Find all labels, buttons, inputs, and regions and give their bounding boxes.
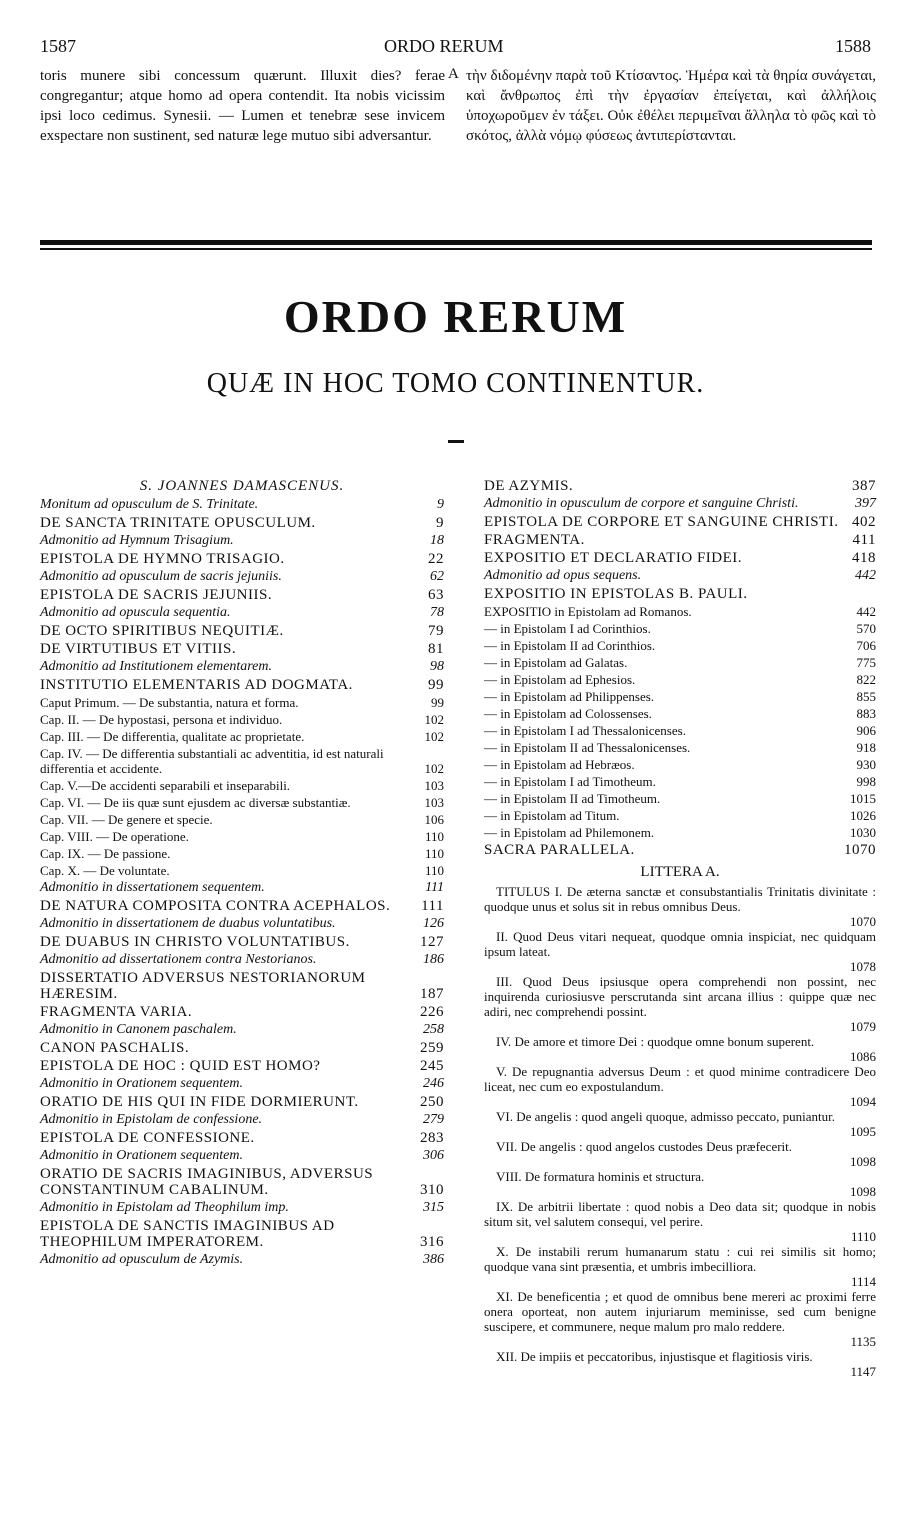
titulus-text: XII. De impiis et peccatoribus, injustisque et flagitiosis viris. bbox=[496, 1349, 813, 1364]
titulus-page: 1078 bbox=[850, 959, 876, 974]
toc-entry bbox=[484, 604, 876, 619]
toc-entry-page: 79 bbox=[428, 623, 444, 639]
toc-entry-page: 126 bbox=[423, 916, 444, 931]
toc-entry-title: EXPOSITIO IN EPISTOLAS B. PAULI. bbox=[484, 586, 748, 602]
toc-entry-title: INSTITUTIO ELEMENTARIS AD DOGMATA. bbox=[40, 677, 353, 693]
toc-entry-title: DE NATURA COMPOSITA CONTRA ACEPHALOS. bbox=[40, 898, 391, 914]
toc-entry bbox=[40, 1148, 444, 1164]
titulus-text: VII. De angelis : quod angelos custodes Deus præfecerit. bbox=[496, 1139, 793, 1154]
titulus-page: 1079 bbox=[850, 1019, 876, 1034]
divider-thin bbox=[40, 248, 872, 250]
toc-entry-title: DISSERTATIO ADVERSUS NESTORIANORUM HÆRESIM. bbox=[40, 970, 366, 1002]
toc-entry bbox=[40, 605, 444, 621]
toc-entry bbox=[40, 934, 444, 950]
titulus-page: 1095 bbox=[850, 1124, 876, 1139]
toc-entry-page: 1070 bbox=[844, 842, 876, 858]
toc-entry-page: 259 bbox=[420, 1040, 444, 1056]
toc-entry-page: 18 bbox=[430, 533, 444, 548]
toc-entry-page: 62 bbox=[430, 569, 444, 584]
toc-entry-title: — in Epistolam ad Hebræos. bbox=[484, 757, 635, 772]
page-number-right: 1588 bbox=[835, 36, 871, 56]
toc-entry bbox=[40, 659, 444, 675]
toc-entry-page: 283 bbox=[420, 1130, 444, 1146]
toc-entry-title: EXPOSITIO in Epistolam ad Romanos. bbox=[484, 604, 692, 619]
titulus-text: IV. De amore et timore Dei : quodque omne bonum superent. bbox=[496, 1034, 815, 1049]
toc-entry bbox=[40, 795, 444, 810]
toc-entry-title: Admonitio ad Institutionem elementarem. bbox=[40, 659, 272, 674]
titulus-entry bbox=[484, 929, 876, 974]
toc-entry-page: 245 bbox=[420, 1058, 444, 1074]
titulus-page: 1147 bbox=[850, 1364, 876, 1379]
toc-entry bbox=[40, 880, 444, 896]
toc-entry bbox=[40, 1112, 444, 1128]
titulus-entry bbox=[484, 884, 876, 929]
toc-entry-title: — in Epistolam I ad Thessalonicenses. bbox=[484, 723, 686, 738]
toc-entry-title: Admonitio in Orationem sequentem. bbox=[40, 1076, 243, 1091]
toc-entry-title: Cap. IV. — De differentia substantiali ac adventitia, id est naturali differentia et accidente. bbox=[40, 746, 384, 776]
toc-entry-page: 110 bbox=[424, 846, 444, 861]
toc-entry-title: Admonitio in dissertationem de duabus voluntatibus. bbox=[40, 916, 336, 931]
toc-entry-title: — in Epistolam I ad Timotheum. bbox=[484, 774, 656, 789]
titulus-text: VI. De angelis : quod angeli quoque, admisso peccato, puniantur. bbox=[496, 1109, 836, 1124]
toc-entry-page: 110 bbox=[424, 863, 444, 878]
littera-heading: LITTERA A. bbox=[640, 864, 720, 880]
toc-entry-title: EPISTOLA DE HYMNO TRISAGIO. bbox=[40, 551, 285, 567]
toc-entry-title: FRAGMENTA. bbox=[484, 532, 585, 548]
toc-entry-page: 918 bbox=[856, 740, 876, 755]
page-number-left: 1587 bbox=[40, 36, 76, 56]
greek-text-top: τὴν διδομένην παρὰ τοῦ Κτίσαντος. Ἡμέρα καὶ τὰ θηρία συνάγεται, καὶ ἄνθρωπος ἐπὶ τὴν ἐργασίαν ἐπείγεται, καὶ ἀλλήλοις ὑποχωροῦμεν ἐν τάξει. Οὐκ ἐθέλει περιμεῖναι ἄλληλα τὸ φῶς καὶ τὸ σκότος, ἀλλὰ νόμῳ φύσεως ἀντιπερίστανται. bbox=[466, 68, 876, 144]
toc-entry-page: 250 bbox=[420, 1094, 444, 1110]
toc-entry-page: 1030 bbox=[850, 825, 876, 840]
toc-entry-page: 102 bbox=[424, 761, 444, 776]
toc-entry-title: Cap. VI. — De iis quæ sunt ejusdem ac diversæ substantiæ. bbox=[40, 795, 351, 810]
toc-entry-title: — in Epistolam ad Galatas. bbox=[484, 655, 628, 670]
toc-left-entries bbox=[40, 497, 444, 1268]
toc-entry bbox=[484, 791, 876, 806]
toc-entry bbox=[40, 1094, 444, 1110]
toc-entry-title: Cap. IX. — De passione. bbox=[40, 846, 171, 861]
titulus-text: VIII. De formatura hominis et structura. bbox=[496, 1169, 705, 1184]
toc-entry-title: DE DUABUS IN CHRISTO VOLUNTATIBUS. bbox=[40, 934, 350, 950]
toc-entry bbox=[40, 1252, 444, 1268]
toc-entry-page: 127 bbox=[420, 934, 444, 950]
titulus-text: V. De repugnantia adversus Deum : et quod minime contradicere Deo liceat, nec cum eo expostulandum. bbox=[484, 1064, 876, 1094]
toc-entry-title: ORATIO DE HIS QUI IN FIDE DORMIERUNT. bbox=[40, 1094, 359, 1110]
toc-entry-page: 775 bbox=[856, 655, 876, 670]
toc-entry-title: Cap. X. — De voluntate. bbox=[40, 863, 170, 878]
toc-entry-page: 103 bbox=[424, 795, 444, 810]
toc-entry bbox=[40, 898, 444, 914]
toc-entry bbox=[484, 723, 876, 738]
toc-entry bbox=[40, 533, 444, 549]
titulus-entry bbox=[484, 1034, 876, 1064]
toc-right-column bbox=[484, 478, 876, 1379]
titulus-page: 1070 bbox=[850, 914, 876, 929]
toc-entry bbox=[484, 478, 876, 494]
toc-entry bbox=[40, 1022, 444, 1038]
toc-entry-title: — in Epistolam II ad Corinthios. bbox=[484, 638, 656, 653]
toc-entry-title: Cap. II. — De hypostasi, persona et individuo. bbox=[40, 712, 283, 727]
toc-entry bbox=[40, 712, 444, 727]
titulus-text: II. Quod Deus vitari nequeat, quodque omnia inspiciat, nec quidquam ipsum lateat. bbox=[484, 929, 876, 959]
titulus-page: 1086 bbox=[850, 1049, 876, 1064]
toc-entry-page: 442 bbox=[855, 568, 876, 583]
toc-entry-title: DE AZYMIS. bbox=[484, 478, 574, 494]
toc-entry bbox=[484, 740, 876, 755]
toc-entry-page: 99 bbox=[431, 695, 444, 710]
toc-entry-page: 9 bbox=[437, 497, 444, 512]
toc-entry-title: Admonitio ad dissertationem contra Nestorianos. bbox=[40, 952, 317, 967]
toc-entry bbox=[484, 825, 876, 840]
toc-entry-page: 246 bbox=[423, 1076, 444, 1091]
toc-entry-page: 822 bbox=[856, 672, 876, 687]
toc-entry bbox=[40, 1076, 444, 1092]
toc-entry bbox=[40, 515, 444, 531]
titulus-text: IX. De arbitrii libertate : quod nobis a Deo data sit; quodque in nobis situm sit, vel salutem consequi, vel perire. bbox=[484, 1199, 876, 1229]
toc-entry-page: 402 bbox=[852, 514, 876, 530]
titulus-page: 1135 bbox=[850, 1334, 876, 1349]
toc-entry-title: Cap. VII. — De genere et specie. bbox=[40, 812, 213, 827]
toc-entry bbox=[484, 638, 876, 653]
toc-entry-title: EXPOSITIO ET DECLARATIO FIDEI. bbox=[484, 550, 743, 566]
toc-entry-page: 110 bbox=[424, 829, 444, 844]
toc-entry-page: 102 bbox=[424, 729, 444, 744]
toc-entry-title: — in Epistolam ad Philemonem. bbox=[484, 825, 655, 840]
toc-entry-page: 418 bbox=[852, 550, 876, 566]
divider-thick bbox=[40, 240, 872, 245]
toc-entry-page: 102 bbox=[424, 712, 444, 727]
toc-entry bbox=[40, 812, 444, 827]
toc-entry bbox=[484, 655, 876, 670]
toc-entry bbox=[40, 1218, 444, 1250]
toc-entry-page: 1026 bbox=[850, 808, 876, 823]
titulus-entry bbox=[484, 974, 876, 1034]
titulus-entry bbox=[484, 1244, 876, 1289]
titulus-entry bbox=[484, 1109, 876, 1139]
toc-entry bbox=[40, 729, 444, 744]
toc-entry-title: Cap. V.—De accidenti separabili et inseparabili. bbox=[40, 778, 291, 793]
toc-entry-title: DE VIRTUTIBUS ET VITIIS. bbox=[40, 641, 237, 657]
toc-entry bbox=[40, 863, 444, 878]
toc-entry-title: EPISTOLA DE SACRIS JEJUNIIS. bbox=[40, 587, 273, 603]
toc-entry-title: — in Epistolam ad Titum. bbox=[484, 808, 620, 823]
toc-entry-page: 387 bbox=[852, 478, 876, 494]
running-title: ORDO RERUM bbox=[384, 36, 504, 56]
toc-entry-title: Cap. VIII. — De operatione. bbox=[40, 829, 189, 844]
toc-entry bbox=[484, 586, 876, 602]
toc-entry bbox=[40, 846, 444, 861]
toc-entry-title: Monitum ad opusculum de S. Trinitate. bbox=[40, 497, 259, 512]
toc-entry-page: 187 bbox=[420, 986, 444, 1002]
toc-entry-title: CANON PASCHALIS. bbox=[40, 1040, 190, 1056]
toc-entry-title: DE OCTO SPIRITIBUS NEQUITIÆ. bbox=[40, 623, 284, 639]
toc-entry-page: 99 bbox=[428, 677, 444, 693]
toc-entry bbox=[40, 1166, 444, 1198]
toc-entry-page: 855 bbox=[856, 689, 876, 704]
titulus-entry bbox=[484, 1139, 876, 1169]
toc-entry-title: DE SANCTA TRINITATE OPUSCULUM. bbox=[40, 515, 316, 531]
titulus-text: XI. De beneficentia ; et quod de omnibus bene mereri ac proximi ferre onera oporteat, non autem injuriarum meminisse, sed cum benigne suscipere, et communere, neque malum pro malo reddere. bbox=[484, 1289, 876, 1334]
toc-entry-page: 706 bbox=[856, 638, 876, 653]
toc-entry-title: Admonitio ad opusculum de sacris jejuniis. bbox=[40, 569, 282, 584]
toc-entry-title: — in Epistolam ad Colossenses. bbox=[484, 706, 652, 721]
titulus-text: X. De instabili rerum humanarum statu : cui rei similis sit homo; quodque vana sint præsentia, et umbris imbecilliora. bbox=[484, 1244, 876, 1274]
toc-entry-title: EPISTOLA DE SANCTIS IMAGINIBUS AD THEOPHILUM IMPERATOREM. bbox=[40, 1218, 335, 1250]
toc-entry bbox=[40, 569, 444, 585]
toc-entry bbox=[40, 1058, 444, 1074]
toc-entry-title: Admonitio in dissertationem sequentem. bbox=[40, 880, 265, 895]
toc-entry bbox=[484, 757, 876, 772]
column-marker: A bbox=[448, 66, 459, 82]
toc-entry-title: Admonitio ad Hymnum Trisagium. bbox=[40, 533, 234, 548]
page-title: ORDO RERUM bbox=[283, 291, 628, 342]
toc-entry bbox=[484, 496, 876, 512]
toc-entry bbox=[484, 706, 876, 721]
toc-entry-title: — in Epistolam II ad Timotheum. bbox=[484, 791, 661, 806]
toc-entry-page: 81 bbox=[428, 641, 444, 657]
toc-entry bbox=[40, 623, 444, 639]
toc-entry-title: ORATIO DE SACRIS IMAGINIBUS, ADVERSUS CONSTANTINUM CABALINUM. bbox=[40, 1166, 374, 1198]
toc-entry bbox=[40, 587, 444, 603]
toc-entry-page: 883 bbox=[856, 706, 876, 721]
titulus-text: TITULUS I. De æterna sanctæ et consubstantialis Trinitatis divinitate : quodque unus et solus sit in rebus omnibus Deus. bbox=[484, 884, 876, 914]
toc-left-column bbox=[40, 478, 444, 1270]
toc-entry-title: EPISTOLA DE CORPORE ET SANGUINE CHRISTI. bbox=[484, 514, 839, 530]
toc-entry bbox=[484, 808, 876, 823]
toc-entry bbox=[40, 1040, 444, 1056]
page-subtitle: QUÆ IN HOC TOMO CONTINENTUR. bbox=[206, 368, 705, 399]
toc-entry-page: 186 bbox=[423, 952, 444, 967]
toc-entry-title: — in Epistolam I ad Corinthios. bbox=[484, 621, 651, 636]
titulus-page: 1098 bbox=[850, 1154, 876, 1169]
toc-entry-title: Admonitio ad opusculum de Azymis. bbox=[40, 1252, 244, 1267]
toc-entry bbox=[40, 677, 444, 693]
titulus-entry bbox=[484, 1199, 876, 1244]
toc-entry bbox=[484, 568, 876, 584]
author-heading: S. JOANNES DAMASCENUS. bbox=[139, 478, 345, 494]
toc-entry bbox=[40, 829, 444, 844]
toc-entry-title: Cap. III. — De differentia, qualitate ac proprietate. bbox=[40, 729, 305, 744]
titulus-text: III. Quod Deus ipsiusque opera comprehendi non possint, nec inquirenda curiosiusve perscrutanda sint arcana illius : quippe quæ nec adiri, nec comprehendi possint. bbox=[484, 974, 876, 1019]
toc-entry-page: 78 bbox=[430, 605, 444, 620]
titulus-page: 1110 bbox=[850, 1229, 876, 1244]
toc-entry-page: 570 bbox=[856, 621, 876, 636]
toc-entry bbox=[484, 514, 876, 530]
toc-entry-page: 1015 bbox=[850, 791, 876, 806]
titulus-entry bbox=[484, 1349, 876, 1379]
toc-entry-page: 310 bbox=[420, 1182, 444, 1198]
toc-entry bbox=[40, 695, 444, 710]
toc-entry bbox=[40, 778, 444, 793]
titulus-entry bbox=[484, 1064, 876, 1109]
toc-entry-page: 258 bbox=[423, 1022, 444, 1037]
titulus-entry bbox=[484, 1289, 876, 1349]
toc-entry-page: 63 bbox=[428, 587, 444, 603]
toc-entry bbox=[40, 970, 444, 1002]
titulus-page: 1098 bbox=[850, 1184, 876, 1199]
toc-entry bbox=[484, 672, 876, 687]
toc-entry-page: 386 bbox=[423, 1252, 444, 1267]
toc-entry bbox=[40, 746, 444, 776]
toc-entry-title: Admonitio in Epistolam ad Theophilum imp. bbox=[40, 1200, 289, 1215]
ornament-dash bbox=[448, 440, 464, 443]
toc-entry bbox=[40, 1130, 444, 1146]
toc-entry-page: 98 bbox=[430, 659, 444, 674]
toc-entry bbox=[40, 1004, 444, 1020]
titulus-page: 1114 bbox=[850, 1274, 876, 1289]
latin-text-top: toris munere sibi concessum quærunt. Illuxit dies? ferae congregantur; atque homo ad opera contendit. Ita nobis vicissim ipsi loco cedimus. Synesii. — Lumen et tenebræ sese invicem exspectare non sustinent, sed naturæ lege mutuo sibi adversantur. bbox=[40, 68, 445, 144]
toc-entry-page: 306 bbox=[423, 1148, 444, 1163]
toc-entry-page: 279 bbox=[423, 1112, 444, 1127]
toc-entry bbox=[40, 497, 444, 513]
toc-right-entries bbox=[484, 478, 876, 858]
toc-entry bbox=[40, 641, 444, 657]
toc-entry-title: Admonitio in opusculum de corpore et sanguine Christi. bbox=[484, 496, 799, 511]
toc-entry-page: 106 bbox=[424, 812, 444, 827]
toc-entry bbox=[484, 842, 876, 858]
toc-entry-page: 103 bbox=[424, 778, 444, 793]
toc-entry bbox=[484, 621, 876, 636]
titulus-entry bbox=[484, 1169, 876, 1199]
toc-entry-page: 397 bbox=[855, 496, 876, 511]
toc-entry-page: 930 bbox=[856, 757, 876, 772]
toc-entry-title: Caput Primum. — De substantia, natura et forma. bbox=[40, 695, 299, 710]
tituli-list bbox=[484, 884, 876, 1379]
toc-entry-title: Admonitio in Epistolam de confessione. bbox=[40, 1112, 263, 1127]
titulus-page: 1094 bbox=[850, 1094, 876, 1109]
toc-entry bbox=[484, 532, 876, 548]
toc-entry-title: Admonitio ad opuscula sequentia. bbox=[40, 605, 231, 620]
toc-entry-page: 111 bbox=[425, 880, 444, 895]
toc-entry bbox=[40, 551, 444, 567]
toc-entry-page: 998 bbox=[856, 774, 876, 789]
toc-entry-page: 9 bbox=[436, 515, 444, 531]
toc-entry-title: Admonitio in Orationem sequentem. bbox=[40, 1148, 243, 1163]
toc-entry-page: 906 bbox=[856, 723, 876, 738]
toc-entry-page: 111 bbox=[421, 898, 444, 914]
toc-entry-page: 315 bbox=[423, 1200, 444, 1215]
toc-entry-title: SACRA PARALLELA. bbox=[484, 842, 635, 858]
toc-entry bbox=[40, 916, 444, 932]
toc-entry-title: — in Epistolam II ad Thessalonicenses. bbox=[484, 740, 691, 755]
toc-entry bbox=[484, 689, 876, 704]
toc-entry-page: 226 bbox=[420, 1004, 444, 1020]
toc-entry-page: 442 bbox=[856, 604, 876, 619]
page-header bbox=[0, 36, 911, 62]
toc-entry-title: — in Epistolam ad Ephesios. bbox=[484, 672, 636, 687]
toc-entry-title: EPISTOLA DE CONFESSIONE. bbox=[40, 1130, 255, 1146]
toc-entry-title: EPISTOLA DE HOC : QUID EST HOMO? bbox=[40, 1058, 321, 1074]
toc-entry-title: Admonitio ad opus sequens. bbox=[484, 568, 642, 583]
toc-entry bbox=[484, 550, 876, 566]
toc-entry bbox=[40, 1200, 444, 1216]
toc-entry-title: FRAGMENTA VARIA. bbox=[40, 1004, 193, 1020]
toc-entry-page: 22 bbox=[428, 551, 444, 567]
toc-entry bbox=[40, 952, 444, 968]
toc-entry-title: Admonitio in Canonem paschalem. bbox=[40, 1022, 237, 1037]
toc-entry-page: 411 bbox=[852, 532, 876, 548]
toc-entry-page: 316 bbox=[420, 1234, 444, 1250]
toc-entry-title: — in Epistolam ad Philippenses. bbox=[484, 689, 655, 704]
toc-entry bbox=[484, 774, 876, 789]
